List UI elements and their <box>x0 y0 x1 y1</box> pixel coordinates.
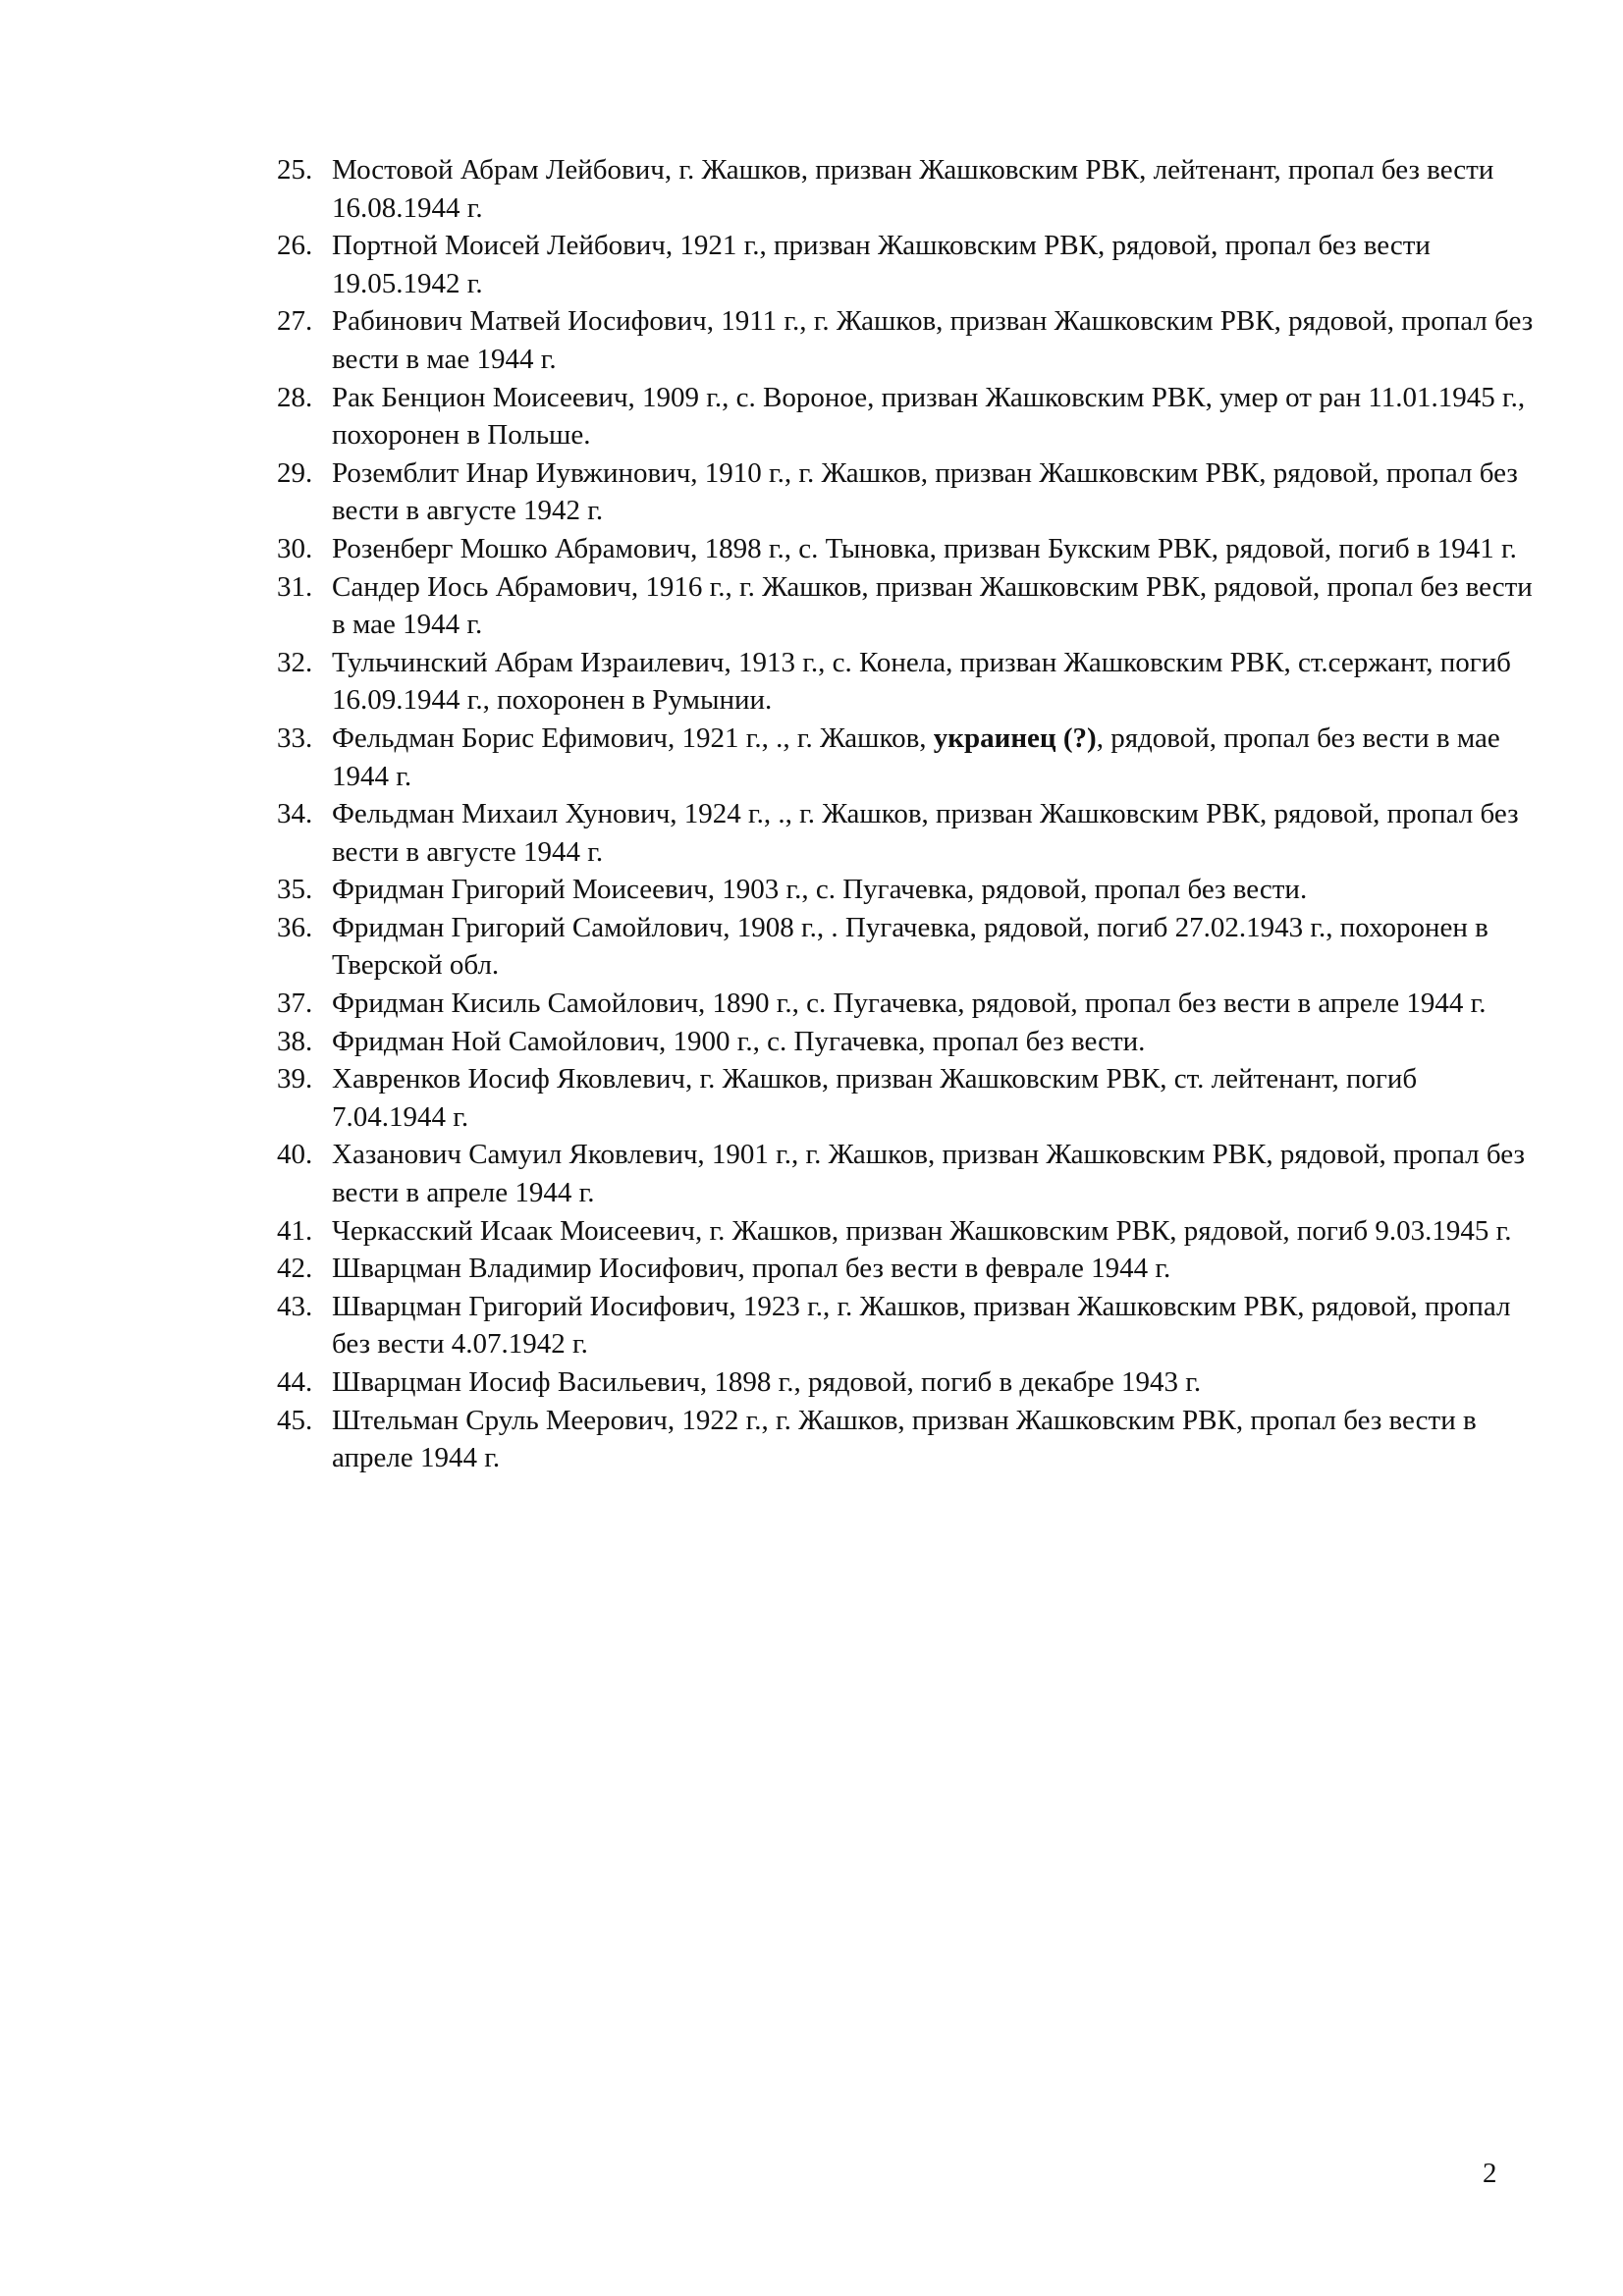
list-item <box>277 644 1534 720</box>
list-item <box>277 530 1534 568</box>
list-item <box>277 1212 1534 1251</box>
list-item-number: 30. <box>277 532 313 564</box>
list-item-number: 32. <box>277 646 313 678</box>
list-item-number: 44. <box>277 1366 313 1398</box>
list-item <box>277 379 1534 454</box>
list-item-text: Шварцман Иосиф Васильевич, 1898 г., рядовой, погиб в декабре 1943 г. <box>332 1366 1202 1398</box>
list-item-number: 36. <box>277 911 313 943</box>
list-item-number: 41. <box>277 1214 313 1247</box>
list-item-text: Фридман Григорий Самойлович, 1908 г., . Пугачевка, рядовой, погиб 27.02.1943 г., похоронен в Тверской обл. <box>332 911 1488 982</box>
list-item <box>277 1402 1534 1477</box>
list-item <box>277 1288 1534 1363</box>
page-number: 2 <box>1483 2158 1497 2189</box>
list-item-number: 33. <box>277 721 313 754</box>
list-item-text: Фельдман Михаил Хунович, 1924 г., ., г. Жашков, призван Жашковским РВК, рядовой, пропал без вести в августе 1944 г. <box>332 798 1519 868</box>
list-item-text: Рабинович Матвей Иосифович, 1911 г., г. Жашков, призван Жашковским РВК, рядовой, пропал без вести в мае 1944 г. <box>332 305 1534 375</box>
list-item-text: Розенберг Мошко Абрамович, 1898 г., с. Тыновка, призван Букским РВК, рядовой, погиб в 1941 г. <box>332 532 1517 564</box>
list-item-number: 34. <box>277 798 313 830</box>
list-item-text: Рак Бенцион Моисеевич, 1909 г., с. Вороное, призван Жашковским РВК, умер от ран 11.01.1945 г., похоронен в Польше. <box>332 381 1526 452</box>
list-item-number: 27. <box>277 305 313 338</box>
list-item-text: Шварцман Владимир Иосифович, пропал без вести в феврале 1944 г. <box>332 1253 1171 1285</box>
list-item-number: 31. <box>277 570 313 603</box>
list-item <box>277 1060 1534 1136</box>
list-item-number: 40. <box>277 1139 313 1171</box>
list-item-text: Тульчинский Абрам Израилевич, 1913 г., с. Конела, призван Жашковским РВК, ст.сержант, погиб 16.09.1944 г., похоронен в Румынии. <box>332 646 1511 717</box>
list-item-text: Фридман Кисиль Самойлович, 1890 г., с. Пугачевка, рядовой, пропал без вести в апреле 1944 г. <box>332 988 1487 1020</box>
list-item-number: 45. <box>277 1404 313 1436</box>
list-item-text: Роземблит Инар Иувжинович, 1910 г., г. Жашков, призван Жашковским РВК, рядовой, пропал без вести в августе 1942 г. <box>332 456 1518 527</box>
list-item <box>277 1023 1534 1061</box>
list-item-number: 26. <box>277 230 313 262</box>
list-item-text: Шварцман Григорий Иосифович, 1923 г., г. Жашков, призван Жашковским РВК, рядовой, пропал без вести 4.07.1942 г. <box>332 1290 1511 1361</box>
list-item-text-bold: украинец (?) <box>933 721 1097 754</box>
list-item-text <box>332 722 1500 792</box>
list-item <box>277 720 1534 795</box>
list-item-text-after: , рядовой, пропал без вести в мае 1944 г. <box>332 721 1500 792</box>
list-item <box>277 985 1534 1023</box>
list-item <box>277 1363 1534 1402</box>
list-item-text: Хазанович Самуил Яковлевич, 1901 г., г. Жашков, призван Жашковским РВК, рядовой, пропал без вести в апреле 1944 г. <box>332 1139 1525 1209</box>
list-item-text: Фридман Ной Самойлович, 1900 г., с. Пугачевка, пропал без вести. <box>332 1025 1146 1057</box>
list-item <box>277 795 1534 871</box>
list-item <box>277 1250 1534 1288</box>
list-item-text: Портной Моисей Лейбович, 1921 г., призван Жашковским РВК, рядовой, пропал без вести 19.05.1942 г. <box>332 230 1431 299</box>
list-item <box>277 454 1534 530</box>
list-item-number: 25. <box>277 154 313 186</box>
list-item-text: Хавренков Иосиф Яковлевич, г. Жашков, призван Жашковским РВК, ст. лейтенант, погиб 7.04.1944 г. <box>332 1063 1418 1133</box>
list-item <box>277 227 1534 302</box>
list-item-number: 29. <box>277 456 313 489</box>
list-item <box>277 1136 1534 1211</box>
list-item-number: 35. <box>277 874 313 906</box>
list-item-text: Сандер Иось Абрамович, 1916 г., г. Жашков, призван Жашковским РВК, рядовой, пропал без вести в мае 1944 г. <box>332 570 1533 641</box>
list-item-number: 39. <box>277 1063 313 1095</box>
list-item-text: Штельман Сруль Меерович, 1922 г., г. Жашков, призван Жашковским РВК, пропал без вести в апреле 1944 г. <box>332 1404 1477 1474</box>
list-item <box>277 302 1534 378</box>
list-item-number: 37. <box>277 988 313 1020</box>
list-item-number: 28. <box>277 381 313 413</box>
list-item <box>277 151 1534 227</box>
list-item-text-before: Фельдман Борис Ефимович, 1921 г., ., г. Жашков, <box>332 721 934 754</box>
list-item-number: 43. <box>277 1290 313 1322</box>
list-item <box>277 568 1534 644</box>
list-item-text: Мостовой Абрам Лейбович, г. Жашков, призван Жашковским РВК, лейтенант, пропал без вести 16.08.1944 г. <box>332 154 1494 224</box>
casualty-list <box>277 151 1534 1477</box>
list-item <box>277 909 1534 985</box>
list-item-number: 38. <box>277 1025 313 1057</box>
list-item <box>277 871 1534 909</box>
list-item-text: Черкасский Исаак Моисеевич, г. Жашков, призван Жашковским РВК, рядовой, погиб 9.03.1945 г. <box>332 1214 1512 1247</box>
list-item-text: Фридман Григорий Моисеевич, 1903 г., с. Пугачевка, рядовой, пропал без вести. <box>332 874 1308 906</box>
list-item-number: 42. <box>277 1253 313 1285</box>
